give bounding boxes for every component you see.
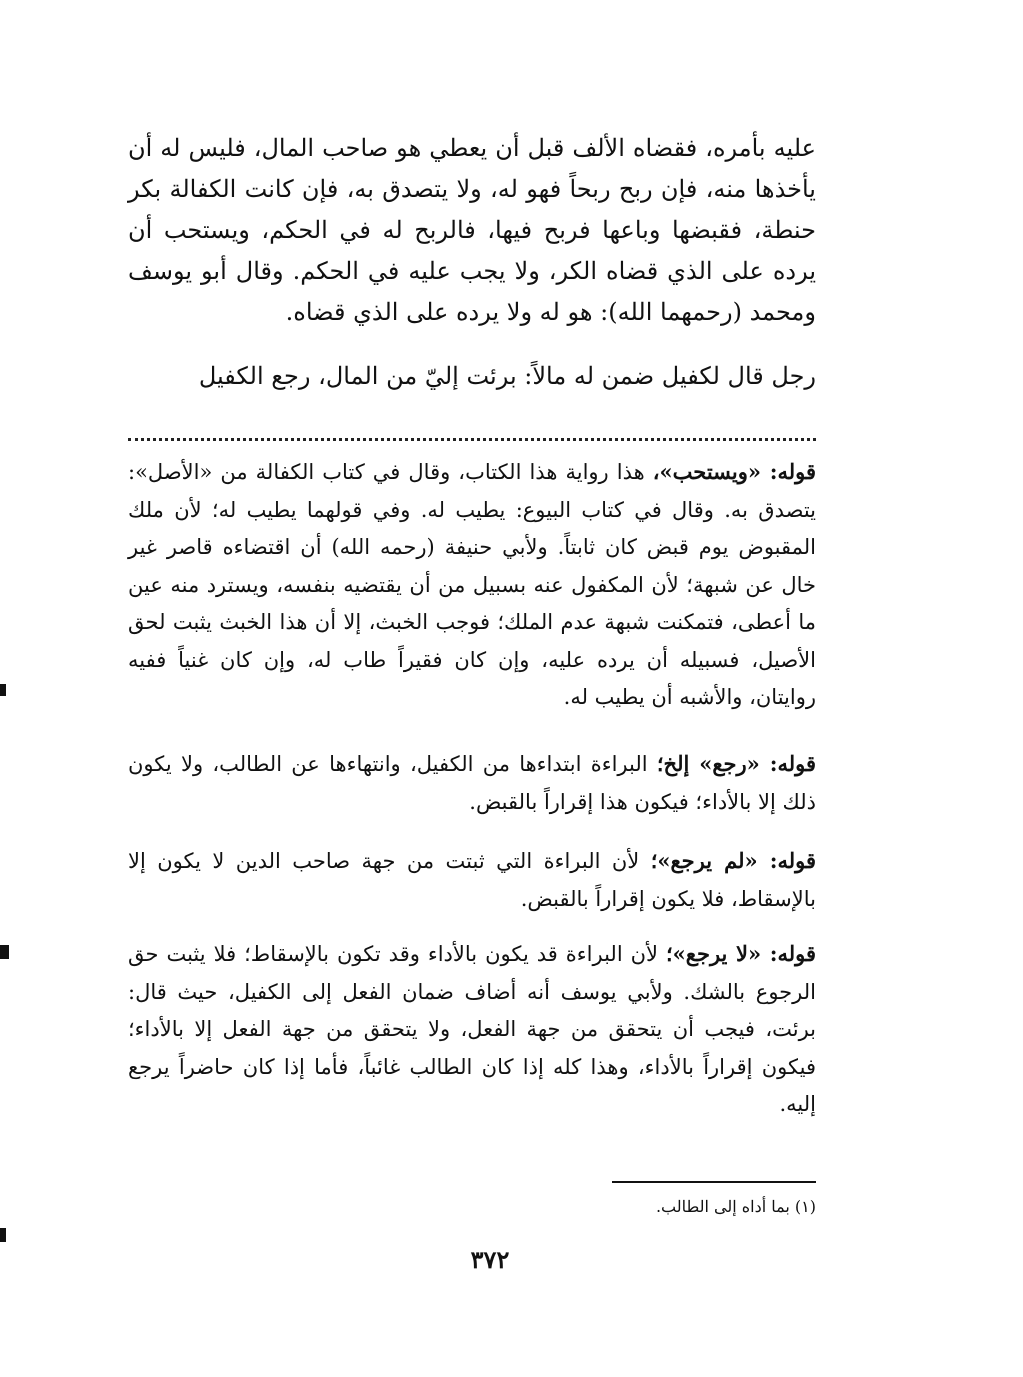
section-divider-dots	[128, 418, 816, 441]
footnote-rule	[612, 1181, 816, 1183]
commentary-paragraph-2	[128, 745, 816, 821]
commentary-lead: قوله: «لم يرجع»؛	[650, 848, 817, 873]
commentary-text: هذا رواية هذا الكتاب، وقال في كتاب الكفالة من «الأصل»: يتصدق به. وقال في كتاب البيوع: يطيب له. وفي قولهما يطيب له؛ لأن ملك المقبوض يوم قبض كان ثابتاً. ولأبي حنيفة (رحمه الله) أن اقتضاءه قاصر غير خال عن شبهة؛ لأن المكفول عنه بسبيل من أن يقتضيه بنفسه، ويسترد منه عين ما أعطى، فتمكنت شبهة عدم الملك؛ فوجب الخبث، إلا أن هذا الخبث يثبت لحق الأصيل، فسبيله أن يرده عليه، وإن كان فقيراً طاب له، وإن كان غنياً ففيه روايتان، والأشبه أن يطيب له.	[128, 460, 816, 709]
scan-edge-mark	[0, 1228, 6, 1242]
commentary-text: البراءة ابتداءها من الكفيل، وانتهاءها عن الطالب، ولا يكون ذلك إلا بالأداء؛ فيكون هذا إقراراً بالقبض.	[128, 752, 816, 814]
page-number: ٣٧٢	[470, 1245, 510, 1274]
commentary-paragraph-1	[128, 453, 816, 717]
scan-edge-mark	[0, 945, 9, 959]
commentary-paragraph-4	[128, 935, 816, 1124]
commentary-lead: قوله: «لا يرجع»؛	[666, 941, 816, 966]
commentary-text: لأن البراءة قد يكون بالأداء وقد تكون بالإسقاط؛ فلا يثبت حق الرجوع بالشك. ولأبي يوسف أنه أضاف ضمان الفعل إلى الكفيل، حيث قال: برئت، فيجب أن يتحقق من جهة الفعل، ولا يتحقق من جهة الفعل إلا بالأداء؛ فيكون إقراراً بالأداء، وهذا كله إذا كان الطالب غائباً، فأما إذا كان حاضراً يرجع إليه.	[128, 942, 816, 1116]
commentary-lead: قوله: «ويستحب»،	[652, 459, 817, 484]
main-paragraph-2: رجل قال لكفيل ضمن له مالاً: برئت إليّ من المال، رجع الكفيل	[198, 362, 816, 390]
footnote: (١) بما أداه إلى الطالب.	[655, 1197, 816, 1216]
scan-edge-mark	[0, 684, 6, 696]
commentary-text: لأن البراءة التي ثبتت من جهة صاحب الدين لا يكون إلا بالإسقاط، فلا يكون إقراراً بالقبض.	[128, 849, 816, 911]
commentary-paragraph-3	[128, 842, 816, 918]
commentary-lead: قوله: «رجع» إلخ؛	[656, 751, 816, 776]
main-paragraph-1: عليه بأمره، فقضاه الألف قبل أن يعطي هو صاحب المال، فليس له أن يأخذها منه، فإن ربح ربحاً فهو له، ولا يتصدق به، فإن كانت الكفالة بكر حنطة، فقبضها وباعها فربح فيها، فالربح له في الحكم، ويستحب أن يرده على الذي قضاه الكر، ولا يجب عليه في الحكم. وقال أبو يوسف ومحمد (رحمهما الله): هو له ولا يرده على الذي قضاه.	[128, 134, 816, 326]
